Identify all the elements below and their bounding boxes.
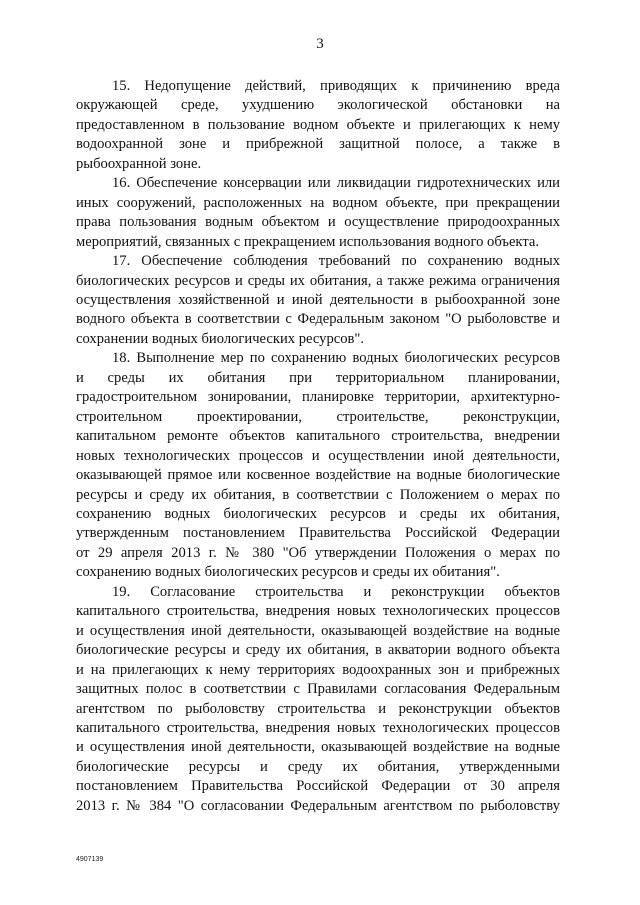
paragraph-line: биологические ресурсы и среду их обитания, в акватории водного объекта bbox=[76, 642, 560, 659]
paragraph-line: капитального строительства, внедрения новых технологических процессов bbox=[76, 719, 560, 736]
paragraph-line: водоохранной зоне и прибрежной защитной полосе, а также в bbox=[76, 136, 560, 153]
paragraph-line: и на прилегающих к нему территориях водоохранных зон и прибрежных bbox=[76, 661, 560, 678]
paragraph-line: предоставленном в пользование водном объекте и прилегающих к нему bbox=[76, 116, 560, 133]
paragraph-line: и осуществления иной деятельности, оказывающей воздействие на водные bbox=[76, 622, 560, 639]
paragraph-line: капитальном ремонте объектов капитального строительства, внедрении bbox=[76, 428, 560, 445]
document-code: 4907139 bbox=[76, 856, 104, 863]
paragraph-line: 19. Согласование строительства и реконструкции объектов bbox=[112, 583, 560, 600]
paragraph-line: защитных полос в соответствии с Правилами согласования Федеральным bbox=[76, 681, 560, 698]
paragraph-line: от 29 апреля 2013 г. № 380 "Об утверждении Положения о мерах по bbox=[76, 544, 560, 561]
paragraph bbox=[76, 349, 560, 582]
paragraph-line: биологических ресурсов и среды их обитания, а также режима ограничения bbox=[76, 272, 560, 289]
paragraph-line: 17. Обеспечение соблюдения требований по сохранению водных bbox=[112, 253, 560, 270]
paragraph-line: права пользования водным объектом и осуществление природоохранных bbox=[76, 214, 560, 231]
paragraph-line: и среды их обитания при территориальном планировании, bbox=[76, 369, 560, 386]
paragraph-line: окружающей среде, ухудшению экологической обстановки на bbox=[76, 97, 560, 114]
paragraph-line: 15. Недопущение действий, приводящих к причинению вреда bbox=[112, 78, 560, 94]
paragraph-line: строительном проектировании, строительстве, реконструкции, bbox=[76, 408, 560, 425]
document-body bbox=[76, 77, 560, 816]
paragraph bbox=[76, 252, 560, 349]
paragraph bbox=[76, 77, 560, 174]
paragraph-line: 2013 г. № 384 "О согласовании Федеральным агентством по рыболовству bbox=[76, 797, 560, 814]
paragraph-line: водного объекта в соответствии с Федеральным законом "О рыболовстве и bbox=[76, 311, 560, 328]
paragraph-line: оказывающей прямое или косвенное воздействие на водные биологические bbox=[76, 467, 560, 484]
paragraph-line: 18. Выполнение мер по сохранению водных биологических ресурсов bbox=[112, 350, 560, 367]
paragraph-line: капитального строительства, внедрения новых технологических процессов bbox=[76, 603, 560, 620]
paragraph-line: новых технологических процессов и осуществлении иной деятельности, bbox=[76, 447, 560, 464]
paragraph-line: сохранению водных биологических ресурсов и среды их обитания". bbox=[76, 564, 500, 581]
paragraph-line: мероприятий, связанных с прекращением использования водного объекта. bbox=[76, 233, 540, 250]
paragraph bbox=[76, 174, 560, 252]
paragraph-line: иных сооружений, расположенных на водном объекте, при прекращении bbox=[76, 194, 560, 211]
paragraph-line: осуществления хозяйственной и иной деятельности в рыбоохранной зоне bbox=[76, 291, 560, 308]
paragraph bbox=[76, 583, 560, 816]
paragraph-line: и осуществления иной деятельности, оказывающей воздействие на водные bbox=[76, 739, 560, 756]
paragraph-line: сохранению водных биологических ресурсов и среды их обитания, bbox=[76, 505, 560, 522]
paragraph-line: сохранении водных биологических ресурсов". bbox=[76, 330, 365, 347]
paragraph-line: рыбоохранной зоне. bbox=[76, 155, 202, 172]
page-number: 3 bbox=[316, 36, 324, 52]
paragraph-line: агентством по рыболовству строительства и реконструкции объектов bbox=[76, 700, 560, 717]
paragraph-line: постановлением Правительства Российской Федерации от 30 апреля bbox=[76, 778, 560, 795]
paragraph-line: биологические ресурсы и среду их обитания, утвержденными bbox=[76, 758, 560, 775]
paragraph-line: утвержденным постановлением Правительства Российской Федерации bbox=[76, 525, 560, 542]
paragraph-line: градостроительном зонировании, планировке территории, архитектурно- bbox=[76, 389, 560, 406]
paragraph-line: 16. Обеспечение консервации или ликвидации гидротехнических или bbox=[112, 175, 560, 192]
paragraph-line: ресурсы и среду их обитания, в соответствии с Положением о мерах по bbox=[76, 486, 560, 503]
